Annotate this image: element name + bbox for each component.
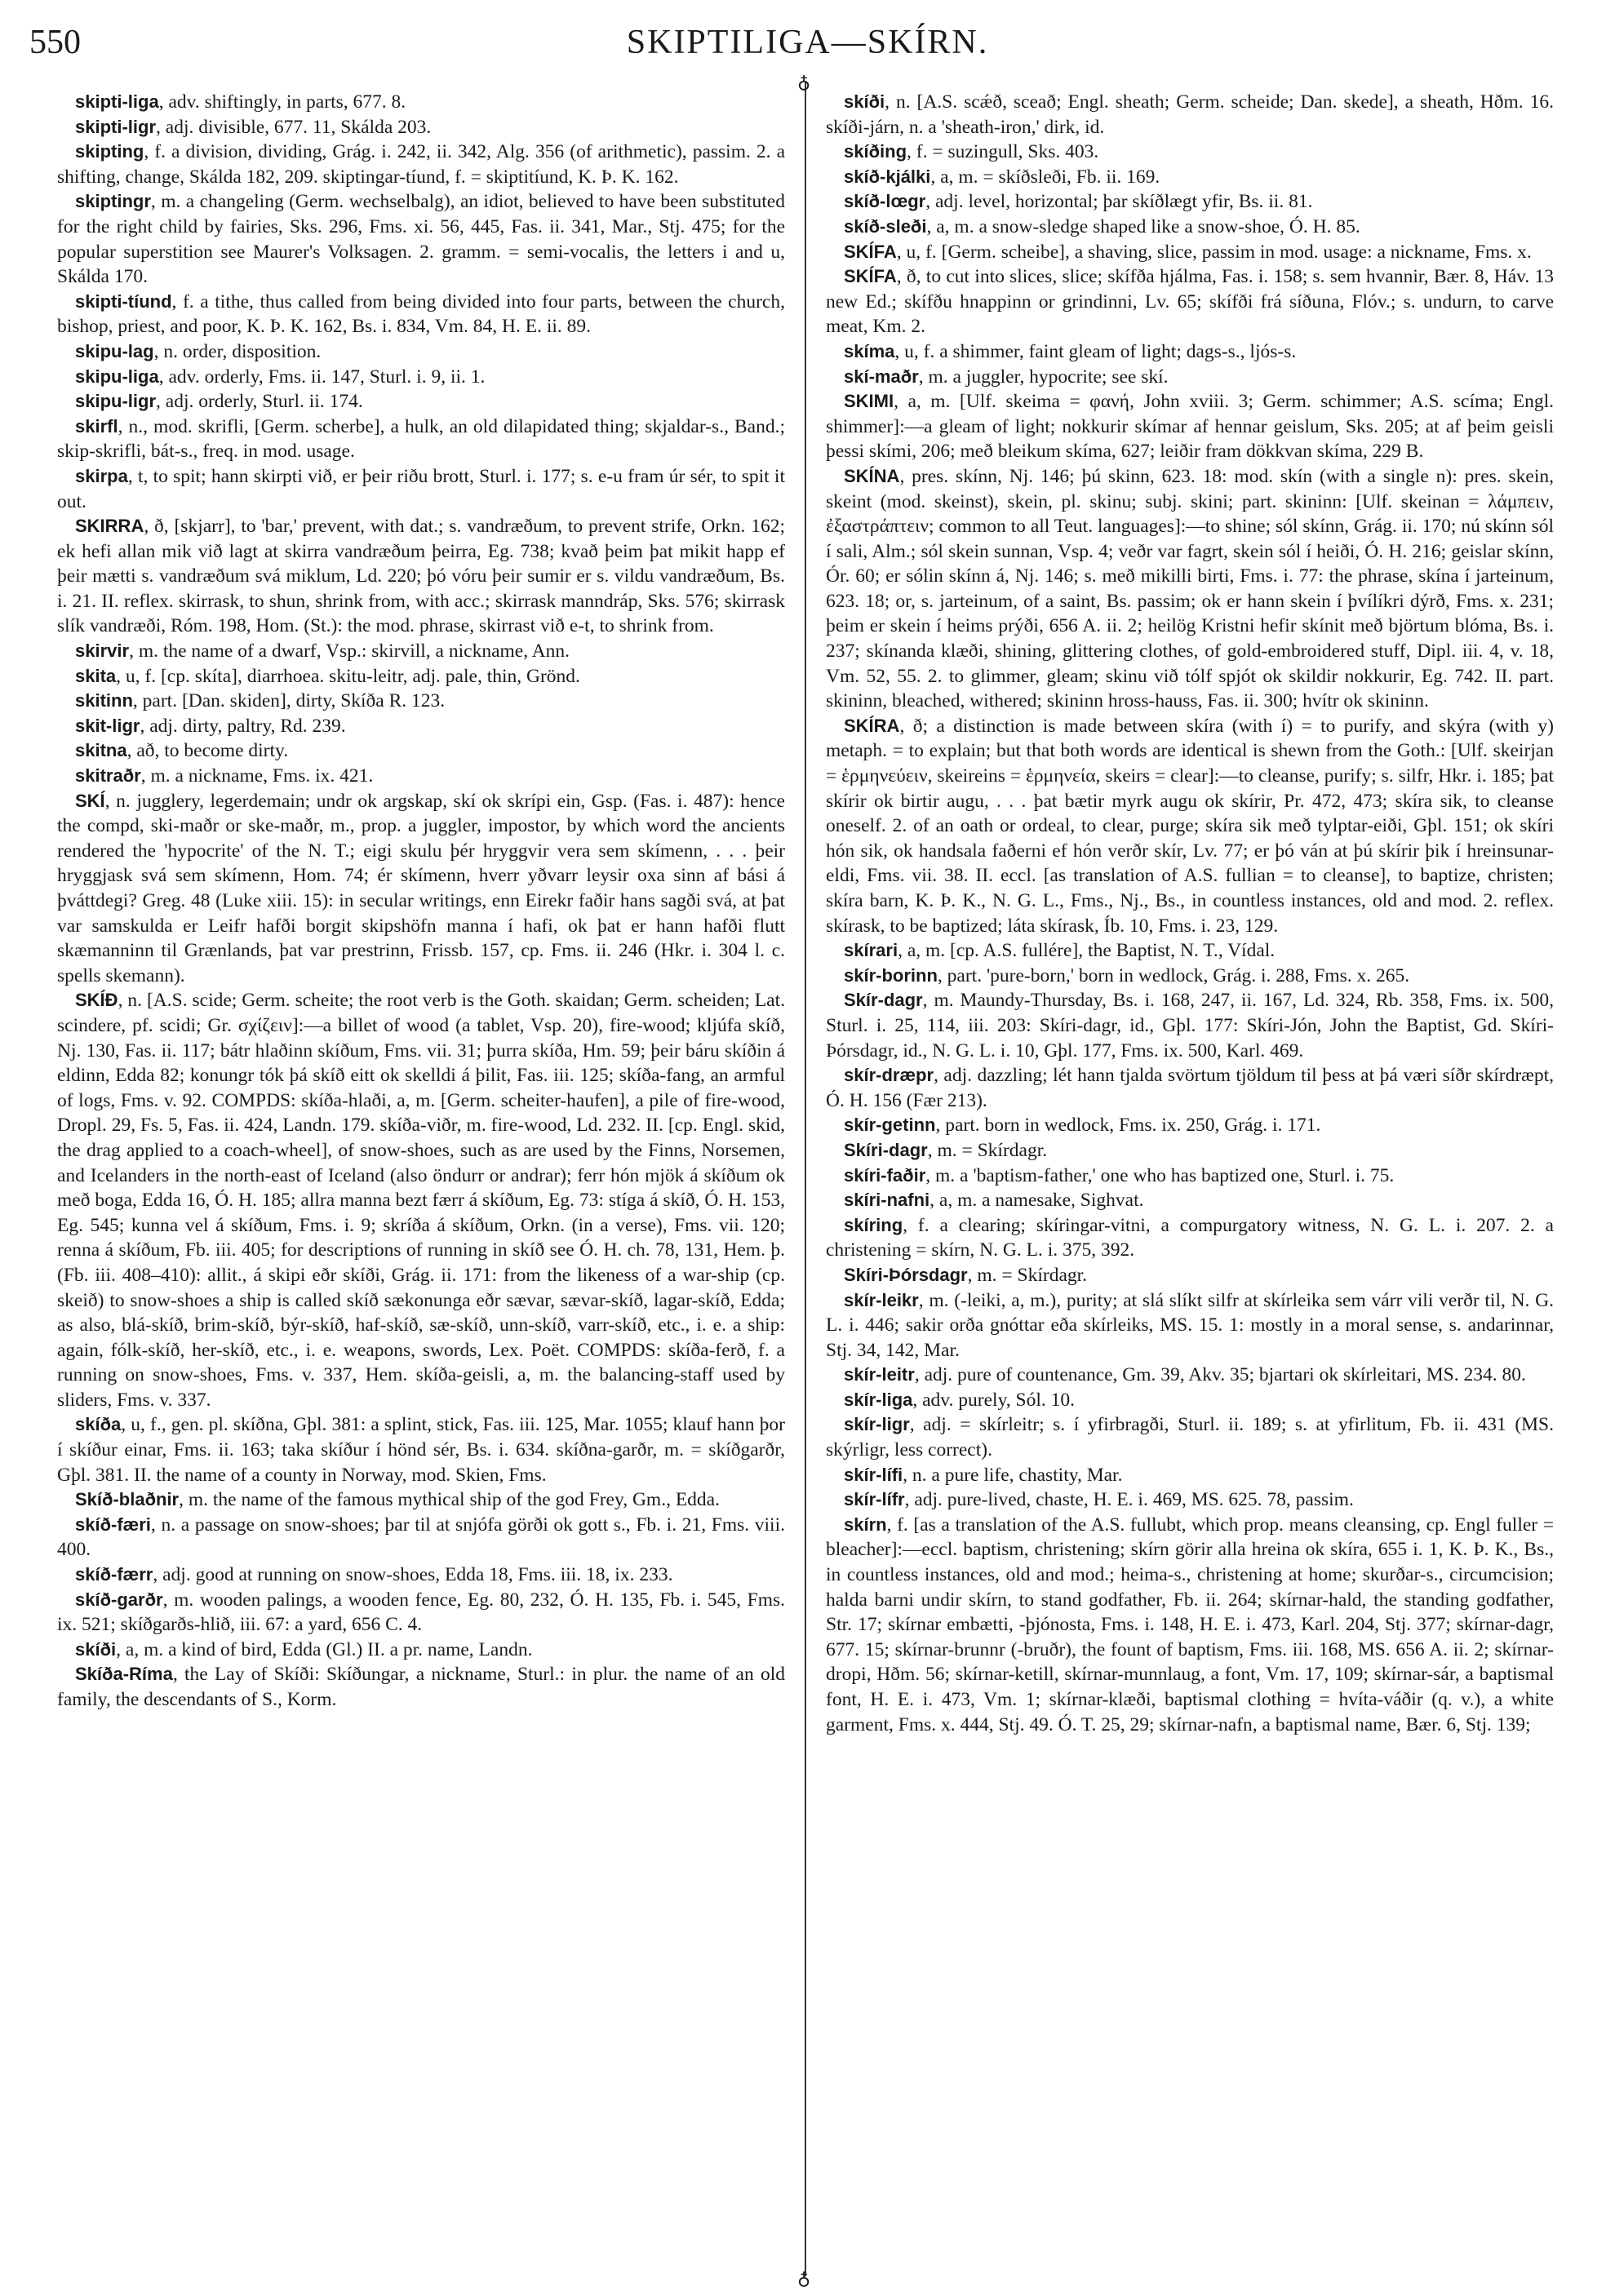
headword: SKÍNA bbox=[844, 465, 900, 486]
definition: , m. wooden palings, a wooden fence, Eg. 80, 232, Ó. H. 135, Fb. i. 545, Fms. ix. 521; skíðgarðs-hlið, iii. 67: a yard, 656 C. 4. bbox=[57, 1589, 785, 1636]
dictionary-entry bbox=[57, 290, 785, 339]
dictionary-entry bbox=[826, 389, 1554, 464]
dictionary-entry bbox=[57, 115, 785, 140]
definition: , u, f., gen. pl. skíðna, Gþl. 381: a splint, stick, Fas. iii. 125, Mar. 1055; klauf hann þor í skíður einar, Fms. ii. 163; taka skíður í hönd sér, Bs. i. 634. skíðna-garðr, m. = skíðgarðr, Gþl. 381. II. the name of a county in Norway, mod. Skien, Fms. bbox=[57, 1414, 785, 1486]
dictionary-entry bbox=[826, 1138, 1554, 1164]
definition: , m. a 'baptism-father,' one who has baptized one, Sturl. i. 75. bbox=[925, 1164, 1395, 1186]
definition: , a, m. a snow-sledge shaped like a snow-shoe, Ó. H. 85. bbox=[926, 215, 1360, 237]
dictionary-entry bbox=[57, 514, 785, 639]
dictionary-entry bbox=[826, 1463, 1554, 1488]
definition: , m. a changeling (Germ. wechselbalg), an idiot, believed to have been substituted for the right child by fairies, Sks. 296, Fms. xi. 56, 445, Fas. ii. 341, Mar., Stj. 475; for the popular superstition see Maurer's Volksagen. 2. gramm. = semi-vocalis, the letters i and u, Skálda 170. bbox=[57, 191, 785, 288]
dictionary-entry bbox=[826, 90, 1554, 140]
definition: , part. 'pure-born,' born in wedlock, Grág. i. 288, Fms. x. 265. bbox=[937, 964, 1410, 986]
headword: skirvir bbox=[75, 640, 130, 662]
dictionary-entry bbox=[826, 1263, 1554, 1288]
definition: , adj. dazzling; lét hann tjalda svörtum tjöldum til þess at þá væri síðr skírdræpt, Ó. H. 156 (Fær 213). bbox=[826, 1065, 1554, 1111]
headword: SKÍFA bbox=[844, 241, 897, 262]
definition: , n. a pure life, chastity, Mar. bbox=[903, 1464, 1123, 1486]
column-divider bbox=[805, 82, 806, 2276]
definition: , t, to spit; hann skirpti við, er þeir riðu brott, Sturl. i. 177; s. e-u fram úr sér, to spit it out. bbox=[57, 465, 785, 512]
headword: skí-maðr bbox=[844, 366, 919, 387]
headword: skipting bbox=[75, 141, 144, 162]
headword: skíð-sleði bbox=[844, 215, 927, 237]
headword: skirpa bbox=[75, 465, 128, 486]
headword: Skíri-dagr bbox=[844, 1139, 928, 1160]
headword: skír-leikr bbox=[844, 1289, 919, 1310]
dictionary-entry bbox=[57, 789, 785, 989]
definition: , adj. level, horizontal; þar skíðlægt yfir, Bs. ii. 81. bbox=[925, 191, 1313, 213]
definition: , part. born in wedlock, Fms. ix. 250, Grág. i. 171. bbox=[935, 1115, 1321, 1137]
definition: , adj. divisible, 677. 11, Skálda 203. bbox=[156, 116, 432, 138]
definition: , m. (-leiki, a, m.), purity; at slá slíkt silfr at skírleika sem várr vili verðr til, N. G. L. i. 446; sakir orða gnóttar eða skírleiks, MS. 15. 1: mostly in a moral sense, s. andarinnar, Stj. 34, 142, Mar. bbox=[826, 1289, 1554, 1361]
headword: Skír-dagr bbox=[844, 990, 923, 1011]
dictionary-entry bbox=[57, 90, 785, 115]
dictionary-entry bbox=[826, 1213, 1554, 1263]
headword: SKIRRA bbox=[75, 516, 144, 537]
dictionary-entry bbox=[57, 1562, 785, 1588]
dictionary-entry bbox=[57, 738, 785, 764]
dictionary-entry bbox=[57, 664, 785, 689]
dictionary-entry bbox=[57, 988, 785, 1412]
dictionary-entry bbox=[826, 464, 1554, 714]
headword: skipti-liga bbox=[75, 91, 159, 112]
headword: skír-leitr bbox=[844, 1364, 915, 1385]
headword: SKÍFA bbox=[844, 266, 897, 287]
dictionary-entry bbox=[57, 1412, 785, 1487]
headword: skíri-nafni bbox=[844, 1190, 930, 1211]
definition: , ð; a distinction is made between skíra (with í) = to purify, and skýra (with y) metaph. = to explain; but that both words are identical is shewn from the Goth.: [Ulf. skeirjan = ἑρμηνεύειν, skeireins = ἑρμηνεία, skeirs = clear]:—to cleanse, purify; s. silfr, Hkr. i. 185; þat skírir ok birtir augu, . . . þat bætir myrk augu ok skírir, Pr. 472, 473; skíra sik, to cleanse oneself. 2. of an oath or ordeal, to clear, purge; skíra sik með tylptar-eiði, Gþl. 151; ok skíri hón sik, ok handsala faðerni ef hón verðr skír, Lv. 77; er þó ván at þú skírir þik í hreinsunar-eldi, Fms. vii. 38. II. eccl. [as translation of A.S. fullian = to cleanse], to baptize, christen; skíra barn, K. Þ. K., N. G. L., Fms., Nj., Bs., in countless instances, old and mod. 2. reflex. skírask, to be baptized; láta skírask, Íb. 10, Fms. i. 23, 129. bbox=[826, 715, 1554, 937]
definition: , a, m. = skíðsleði, Fb. ii. 169. bbox=[930, 166, 1160, 188]
definition: , n. a passage on snow-shoes; þar til at snjófa görði ok gott s., Fb. i. 21, Fms. viii. 400. bbox=[57, 1514, 785, 1561]
definition: , m. = Skírdagr. bbox=[967, 1264, 1088, 1286]
definition: , n. [A.S. scǽð, sceað; Engl. sheath; Germ. scheide; Dan. skede], a sheath, Hðm. 16. skíði-járn, n. a 'sheath-iron,' dirk, id. bbox=[826, 91, 1554, 138]
dictionary-entry bbox=[826, 165, 1554, 190]
definition: , adj. dirty, paltry, Rd. 239. bbox=[140, 715, 346, 737]
headword: skíð-færi bbox=[75, 1514, 151, 1535]
definition: , u, f. [cp. skíta], diarrhoea. skitu-leitr, adj. pale, thin, Grönd. bbox=[116, 665, 580, 687]
definition: , n. jugglery, legerdemain; undr ok argskap, skí ok skrípi ein, Gsp. (Fas. i. 487): hence the compd, ski-maðr or ske-maðr, m., prop. a juggler, impostor, by which word the ancients rendered the 'hypocrite' of the N. T.; eigi skulu þér hryggvir vera sem skímenn, . . . þeir hryggjask svá sem skímenn, Hom. 74; ér skímenn, hverr yðvarr leysir oxa sinn af bási á þváttdegi? Greg. 48 (Luke xiii. 15): in secular writings, enn Eirekr faðir hans sagði svá, at þat var samskulda er Leifr hafði borgit skipshöfn manna í hafi, ok þat er hann hafði flutt skæmanninn til Grænlands, þat var prestrinn, Frissb. 157, cp. Fms. ii. 246 (Hkr. i. 304 l. c. spells skemann). bbox=[57, 790, 785, 986]
dictionary-entry bbox=[57, 365, 785, 390]
headword: skíðing bbox=[844, 141, 907, 162]
page-header bbox=[0, 23, 1615, 72]
headword: skír-borinn bbox=[844, 964, 938, 986]
definition: , að, to become dirty. bbox=[126, 740, 289, 762]
dictionary-entry bbox=[826, 1288, 1554, 1363]
headword: skírn bbox=[844, 1514, 887, 1535]
headword: skipu-liga bbox=[75, 366, 159, 387]
headword: skitinn bbox=[75, 690, 133, 711]
definition: , ð, [skjarr], to 'bar,' prevent, with dat.; s. vandræðum, to prevent strife, Orkn. 162; ek hefi allan mik við lagt at skirra vandræðum þeirra, Eg. 738; kvað þeim þat mikit happ ef þeir mætti s. vandræðum svá miklum, Ld. 220; þó vóru þeir sumir er s. vildu vandræðum, Bs. i. 21. II. reflex. skirrask, to shun, shrink from, with acc.; skirrask manndráp, Sks. 576; skirrask slík vandræði, Róm. 198, Hom. (St.): the mod. phrase, skirrast við e-t, to shrink from. bbox=[57, 516, 785, 637]
dictionary-entry bbox=[826, 1388, 1554, 1413]
dictionary-entry bbox=[57, 1638, 785, 1663]
dictionary-entry bbox=[57, 140, 785, 189]
right-column bbox=[826, 90, 1554, 1737]
page-title: SKIPTILIGA—SKÍRN. bbox=[626, 24, 989, 61]
headword: skipu-ligr bbox=[75, 391, 157, 412]
headword: skipti-ligr bbox=[75, 116, 157, 137]
dictionary-entry bbox=[826, 1063, 1554, 1113]
dictionary-entry bbox=[57, 639, 785, 664]
definition: , m. a juggler, hypocrite; see skí. bbox=[918, 366, 1169, 388]
headword: Skíri-Þórsdagr bbox=[844, 1264, 968, 1285]
left-column bbox=[57, 90, 785, 1713]
dictionary-entry bbox=[826, 365, 1554, 390]
definition: , adj. = skírleitr; s. í yfirbragði, Sturl. ii. 189; s. at yfirlitum, Fb. ii. 431 (MS. skýrligr, less correct). bbox=[826, 1414, 1554, 1461]
dictionary-entry bbox=[826, 264, 1554, 339]
definition: , ð, to cut into slices, slice; skífða hjálma, Fas. i. 158; s. sem hvannir, Bær. 8, Háv. 13 new Ed.; skífðu hnappinn or grindinni, Lv. 65; skífði frá síðuna, Flóv.; s. undurn, to carve meat, Km. 2. bbox=[826, 266, 1554, 338]
definition: , m. = Skírdagr. bbox=[927, 1139, 1048, 1161]
dictionary-entry bbox=[57, 389, 785, 414]
definition: , n. [A.S. scide; Germ. scheite; the root verb is the Goth. skaidan; Germ. scheiden; Lat. scindere, pf. scidi; Gr. σχίζειν]:—a billet of wood (a tablet, Vsp. 20), fire-wood; kljúfa skíð, Nj. 130, Fas. ii. 117; bátr hlaðinn skíðum, Fms. vii. 31; þurra skíða, Hm. 59; þeir báru skíðin á eldinn, Edda 82; konungr tók þá skíð eitt ok skelldi á þilit, Fas. iii. 125; skíða-fang, an armful of logs, Fms. v. 92. COMPDS: skíða-hlaði, a, m. [Germ. scheiter-haufen], a pile of fire-wood, Dropl. 29, Fs. 5, Fas. ii. 424, Landn. 179. skíða-viðr, m. fire-wood, Ld. 232. II. [cp. Engl. skid, the drag applied to a coach-wheel], of snow-shoes, such as are used by the Finns, Norsemen, and Icelanders in the north-east of Iceland (also öndurr or andrar); ferr hón mjök á skíðum ok með boga, Edda 16, Ó. H. 185; allra manna bezt færr á skíðum, Eg. 73: stíga á skíð, Ó. H. 153, Eg. 545; kunna vel á skíðum, Fms. i. 9; skríða á skíðum, Orkn. (in a verse), Fms. vii. 120; renna á skíðum, Fb. iii. 405; for descriptions of running in skíð see Ó. H. ch. 78, 131, Hem. þ. (Fb. iii. 408–410): allit., á skipi eðr skíði, Grág. ii. 171: from the likeness of a war-ship (cp. skeið) to snow-shoes a ship is called skíð sækonunga eðr sævar, sævar-skíð, lagar-skíð, Edda; as also, blá-skíð, brim-skíð, býr-skíð, haf-skíð, sæ-skíð, unn-skíð, varr-skíð, etc., i. e. a ship: again, fólk-skíð, her-skíð, etc., i. e. weapons, swords, Lex. Poët. COMPDS: skíða-ferð, f. a running on snow-shoes, Fms. v. 337, Hem. skíða-geisli, a, m. the balancing-staff used by sliders, Fms. v. 337. bbox=[57, 990, 785, 1411]
dictionary-entry bbox=[57, 189, 785, 289]
definition: , n. order, disposition. bbox=[153, 340, 322, 362]
dictionary-entry bbox=[57, 714, 785, 739]
headword: skitraðr bbox=[75, 765, 141, 787]
dictionary-entry bbox=[57, 1513, 785, 1562]
dictionary-entry bbox=[826, 1513, 1554, 1737]
dictionary-entry bbox=[826, 1363, 1554, 1388]
definition: , f. [as a translation of the A.S. fullubt, which prop. means cleansing, cp. Engl fuller = bleacher]:—eccl. baptism, christening; skírn görir alla hreina ok skíra, 655 i. 1, K. Þ. K., Bs., in countless instances, old and mod.; heima-s., christening at home; skurðar-s., circumcision; halda barni undir skírn, to stand godfather, Fb. ii. 264; skírnar-hald, the standing godfather, Str. 17; skírnar embætti, -þjónosta, Fms. i. 148, H. E. i. 473, Karl. 204, Stj. 377; skírnar-dagr, 677. 15; skírnar-brunnr (-bruðr), the fount of baptism, Fms. iii. 168, MS. 656 A. ii. 2; skírnar-dropi, Hðm. 56; skírnar-ketill, skírnar-munnlaug, a font, Vm. 17, 109; skírnar-sár, a baptismal font, H. E. i. 473, Vm. 1; skírnar-klæði, baptismal clothing = hvíta-váðir (q. v.), a white garment, Fms. x. 444, Stj. 49. Ó. T. 25, 29; skírnar-nafn, a baptismal name, Bær. 6, Stj. 139; bbox=[826, 1514, 1554, 1735]
headword: skír-lífi bbox=[844, 1464, 903, 1485]
definition: , a, m. a namesake, Sighvat. bbox=[930, 1190, 1144, 1212]
headword: skíð-lœgr bbox=[844, 191, 926, 212]
headword: skita bbox=[75, 665, 117, 686]
definition: , adv. purely, Sól. 10. bbox=[912, 1389, 1076, 1411]
definition: , adj. pure of countenance, Gm. 39, Akv. 35; bjartari ok skírleitari, MS. 234. 80. bbox=[914, 1364, 1526, 1386]
ornament-icon: ♁ bbox=[797, 72, 811, 92]
headword: skíð-kjálki bbox=[844, 166, 931, 187]
dictionary-entry bbox=[57, 1588, 785, 1638]
headword: skitna bbox=[75, 740, 127, 761]
definition: , f. = suzingull, Sks. 403. bbox=[907, 141, 1099, 163]
dictionary-entry bbox=[57, 1487, 785, 1513]
dictionary-entry bbox=[57, 689, 785, 714]
definition: , m. the name of a dwarf, Vsp.: skirvill, a nickname, Ann. bbox=[129, 640, 570, 663]
headword: skír-liga bbox=[844, 1389, 913, 1410]
definition: , u, f. [Germ. scheibe], a shaving, slice, passim in mod. usage: a nickname, Fms. x. bbox=[896, 241, 1532, 263]
ornament-icon: ♁ bbox=[797, 2268, 811, 2289]
definition: , adj. orderly, Sturl. ii. 174. bbox=[156, 391, 363, 413]
headword: SKIMI bbox=[844, 391, 894, 412]
headword: skiptingr bbox=[75, 191, 151, 212]
definition: , a, m. [cp. A.S. fullére], the Baptist, N. T., Vídal. bbox=[898, 940, 1276, 962]
definition: , m. a nickname, Fms. ix. 421. bbox=[140, 765, 374, 787]
definition: , f. a clearing; skíringar-vitni, a compurgatory witness, N. G. L. i. 207. 2. a christening = skírn, N. G. L. i. 375, 392. bbox=[826, 1214, 1554, 1261]
headword: skír-dræpr bbox=[844, 1065, 934, 1086]
dictionary-entry bbox=[826, 1164, 1554, 1189]
dictionary-entry bbox=[826, 189, 1554, 215]
dictionary-entry bbox=[826, 1113, 1554, 1138]
headword: skír-getinn bbox=[844, 1115, 936, 1136]
headword: SKÍRA bbox=[844, 715, 900, 736]
dictionary-entry bbox=[826, 240, 1554, 265]
headword: skíð-garðr bbox=[75, 1589, 163, 1610]
dictionary-entry bbox=[826, 1412, 1554, 1462]
dictionary-entry bbox=[57, 414, 785, 464]
definition: , pres. skínn, Nj. 146; þú skinn, 623. 18: mod. skín (with a single n): pres. skein, skeint (mod. skeinst), skein, pl. skinu; subj. skini; part. skininn: [Ulf. skeinan = λάμπειν, ἐξαστράπτειν; common to all Teut. languages]:—to shine; sól skínn, Grág. ii. 170; nú skínn sól í sali, Alm.; sól skein sunnan, Vsp. 4; veðr var fagrt, skein sól í heiði, Ó. H. 216; geislar skínn, Ór. 60; er sólin skínn á, Nj. 146; s. með mikilli birti, Fms. i. 77: the phrase, skína í jarteinum, 623. 18; or, s. jarteinum, of a saint, Bs. passim; ok er hann skein í þvílíkri dýrð, Fms. x. 231; þeim er skein í heims prýði, 656 A. ii. 2; heilög Kristni hefir skínit með björtum blóma, Bs. i. 237; skínanda klæði, shining, glittering clothes, of gold-embroidered stuff, Dipl. iii. 4, v. 18, Vm. 52, 55. 2. to glimmer, gleam; skinu við tólf spjót ok skildir nokkurir, Eg. 742. II. part. skininn, bleached, withered; skininn hross-hauss, Fas. ii. 300; hvítr ok skininn. bbox=[826, 465, 1554, 712]
headword: skíði bbox=[75, 1638, 117, 1660]
headword: skíri-faðir bbox=[844, 1164, 926, 1186]
headword: skíði bbox=[844, 91, 885, 112]
definition: , adj. good at running on snow-shoes, Edda 18, Fms. iii. 18, ix. 233. bbox=[153, 1564, 673, 1586]
definition: , m. Maundy-Thursday, Bs. i. 168, 247, ii. 167, Ld. 324, Rb. 358, Fms. ix. 500, Sturl. i. 25, 114, iii. 203: Skíri-dagr, id., Gþl. 177: Skíri-Jón, John the Baptist, Gd. Skíri-Þórsdagr, id., N. G. L. i. 10, Gþl. 177, Fms. ix. 500, Karl. 469. bbox=[826, 990, 1554, 1062]
dictionary-entry bbox=[57, 764, 785, 789]
definition: , f. a division, dividing, Grág. i. 242, ii. 342, Alg. 356 (of arithmetic), passim. 2. a shifting, change, Skálda 182, 209. skiptingar-tíund, f. = skiptitíund, K. Þ. K. 162. bbox=[57, 141, 785, 188]
dictionary-entry bbox=[826, 1487, 1554, 1513]
dictionary-entry bbox=[826, 339, 1554, 365]
headword: skíð-færr bbox=[75, 1564, 153, 1585]
headword: skírari bbox=[844, 940, 898, 961]
headword: skír-lífr bbox=[844, 1489, 905, 1510]
dictionary-entry bbox=[826, 215, 1554, 240]
headword: SKÍ bbox=[75, 790, 105, 811]
headword: skíring bbox=[844, 1214, 903, 1235]
dictionary-entry bbox=[826, 1188, 1554, 1213]
dictionary-entry bbox=[826, 964, 1554, 989]
definition: , the Lay of Skíði: Skíðungar, a nickname, Sturl.: in plur. the name of an old family, the descendants of S., Korm. bbox=[57, 1664, 785, 1710]
definition: , adv. orderly, Fms. ii. 147, Sturl. i. 9, ii. 1. bbox=[158, 366, 486, 388]
headword: skíma bbox=[844, 340, 895, 361]
definition: , f. a tithe, thus called from being divided into four parts, between the church, bishop, priest, and poor, K. Þ. K. 162, Bs. i. 834, Vm. 84, H. E. ii. 89. bbox=[57, 290, 785, 338]
headword: skíða bbox=[75, 1414, 122, 1435]
dictionary-entry bbox=[826, 938, 1554, 964]
definition: , n., mod. skrifli, [Germ. scherbe], a hulk, an old dilapidated thing; skjaldar-s., Band.; skip-skrifli, bát-s., freq. in mod. usage. bbox=[57, 415, 785, 463]
definition: , a, m. a kind of bird, Edda (Gl.) II. a pr. name, Landn. bbox=[116, 1638, 533, 1660]
definition: , adj. pure-lived, chaste, H. E. i. 469, MS. 625. 78, passim. bbox=[904, 1489, 1354, 1511]
dictionary-entry bbox=[826, 140, 1554, 165]
definition: , m. the name of the famous mythical ship of the god Frey, Gm., Edda. bbox=[179, 1489, 720, 1511]
definition: , part. [Dan. skiden], dirty, Skíða R. 123. bbox=[132, 690, 446, 712]
page-number: 550 bbox=[29, 24, 81, 61]
dictionary-entry bbox=[57, 1662, 785, 1712]
headword: skipu-lag bbox=[75, 340, 154, 361]
dictionary-entry bbox=[57, 464, 785, 514]
definition: , adv. shiftingly, in parts, 677. 8. bbox=[158, 91, 406, 113]
headword: skipti-tíund bbox=[75, 290, 172, 312]
headword: Skíð-blaðnir bbox=[75, 1489, 180, 1510]
headword: SKÍÐ bbox=[75, 990, 118, 1011]
dictionary-entry bbox=[826, 714, 1554, 938]
headword: skit-ligr bbox=[75, 715, 140, 736]
definition: , a, m. [Ulf. skeima = φανή, John xviii. 3; Germ. schimmer; A.S. scíma; Engl. shimmer]:—a gleam of light; nokkurir skímar af hennar geislum, Sks. 205; at af þeim geisli þessi skími, 206; með bleikum skíma, 627; leiðir fram dökkvan skíma, 229 B. bbox=[826, 391, 1554, 463]
headword: skír-ligr bbox=[844, 1414, 910, 1435]
definition: , u, f. a shimmer, faint gleam of light; dags-s., ljós-s. bbox=[894, 340, 1297, 362]
headword: Skíða-Ríma bbox=[75, 1664, 173, 1685]
dictionary-entry bbox=[57, 339, 785, 365]
dictionary-entry bbox=[826, 988, 1554, 1063]
headword: skirfl bbox=[75, 415, 118, 437]
